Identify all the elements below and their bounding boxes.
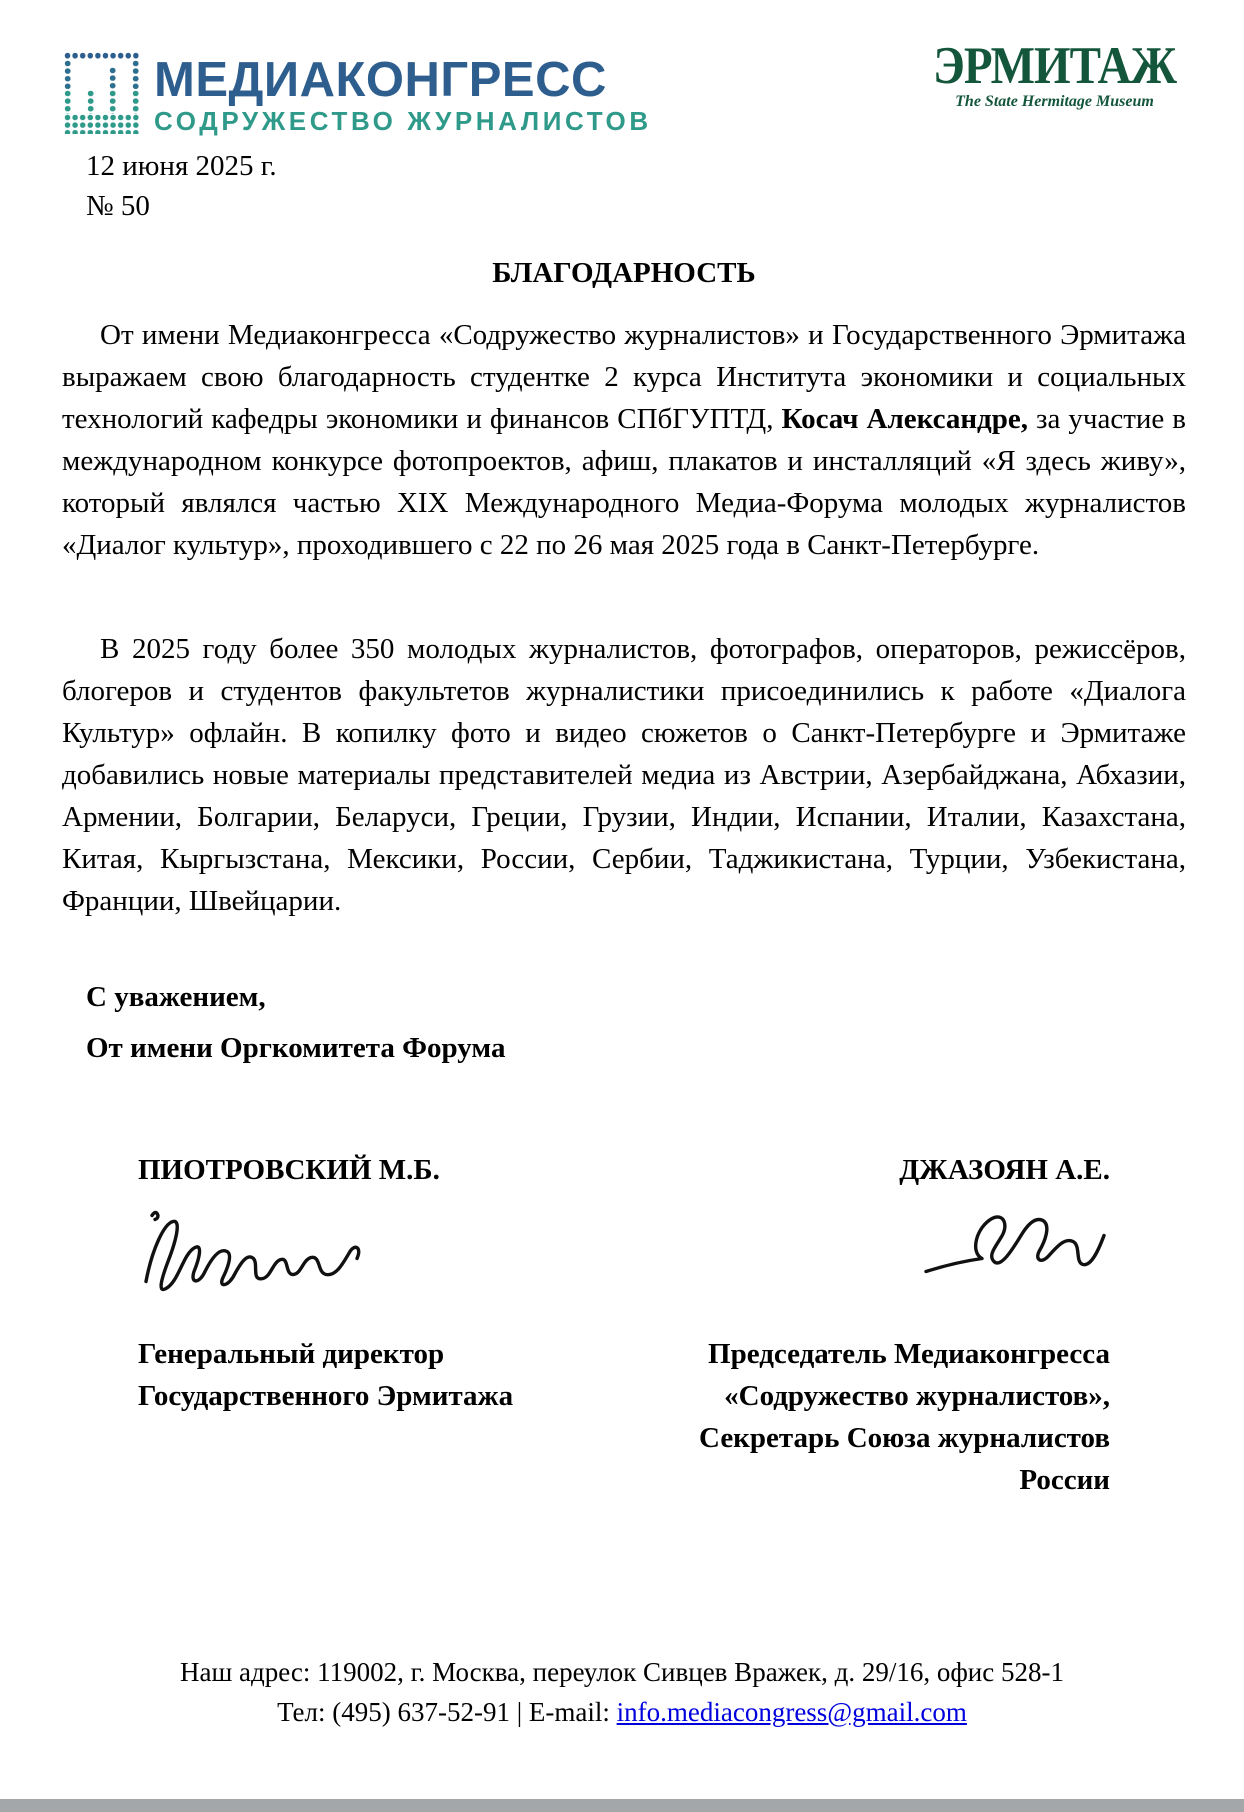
footer-email-link[interactable]: info.mediacongress@gmail.com xyxy=(616,1697,967,1727)
footer-phone: Тел: (495) 637-52-91 | E-mail: xyxy=(277,1697,617,1727)
closing-block xyxy=(62,976,1186,1069)
document-title: БЛАГОДАРНОСТЬ xyxy=(492,257,756,289)
mediacongress-logo-icon xyxy=(64,52,140,134)
paragraph-2: В 2025 году более 350 молодых журналистов, фотографов, операторов, режиссёров, блогеров и студентов факультетов журналистики присоединились к работе «Диалога Культур» офлайн. В копилку фото и видео сюжетов о Санкт-Петербурге и Эрмитаже добавились новые материалы представителей медиа из Австрии, Азербайджана, Абхазии, Армении, Болгарии, Беларуси, Греции, Грузии, Индии, Испании, Италии, Казахстана, Китая, Кыргызстана, Мексики, России, Сербии, Таджикистана, Турции, Узбекистана, Франции, Швейцарии. xyxy=(62,633,1186,917)
signatory-title-left xyxy=(138,1333,558,1501)
hermitage-logo xyxy=(932,36,1176,112)
footer-contacts xyxy=(0,1692,1244,1732)
letter-footer xyxy=(0,1652,1244,1732)
recipient-name: Косач Александре, xyxy=(781,403,1028,435)
mediacongress-title: МЕДИАКОНГРЕСС xyxy=(154,53,607,107)
paragraph-1 xyxy=(62,314,1186,566)
hermitage-title: ЭРМИТАЖ xyxy=(932,36,1176,96)
signatures-row xyxy=(138,1205,1110,1315)
signature-section xyxy=(62,1149,1186,1501)
footer-address: Наш адрес: 119002, г. Москва, переулок Сивцев Вражек, д. 29/16, офис 528-1 xyxy=(180,1657,1064,1687)
letter-meta xyxy=(62,146,1186,226)
closing-on-behalf: От имени Оргкомитета Форума xyxy=(86,1032,506,1064)
signature-right-image xyxy=(920,1205,1110,1290)
viewer-bottom-bar xyxy=(0,1799,1244,1812)
paragraph-1-continuation: за участие в международном конкурсе фотопроектов, афиш, плакатов и инсталляций «Я здесь живу», который являлся частью XIX Международного Медиа-Форума молодых журналистов «Диалог культур», проходившего с 22 по 26 мая 2025 года в Санкт-Петербурге. xyxy=(62,403,1186,561)
signatory-titles xyxy=(138,1333,1110,1501)
signatory-names xyxy=(138,1149,1110,1191)
letterhead xyxy=(62,36,1186,142)
hermitage-subtitle: The State Hermitage Museum xyxy=(955,93,1154,110)
letter-body xyxy=(62,146,1186,1501)
paragraph-1-text: От имени Медиаконгресса «Содружество журналистов» и Государственного Эрмитажа выражаем свою благодарность студентке 2 курса Института экономики и социальных технологий кафедры экономики и финансов СПбГУПТД, xyxy=(62,319,1186,435)
letter-number: № 50 xyxy=(86,190,150,222)
signatory-name-right: ДЖАЗОЯН А.Е. xyxy=(899,1154,1110,1186)
mediacongress-subtitle: СОДРУЖЕСТВО ЖУРНАЛИСТОВ xyxy=(154,106,652,136)
signatory-title-left-line1: Генеральный директор xyxy=(138,1338,445,1370)
mediacongress-wordmark xyxy=(154,52,652,136)
closing-regards: С уважением, xyxy=(86,981,266,1013)
signatory-title-right xyxy=(630,1333,1110,1501)
signatory-title-right-line2: Секретарь Союза журналистов России xyxy=(699,1422,1110,1496)
letter-date: 12 июня 2025 г. xyxy=(86,150,277,182)
signatory-title-right-line1: Председатель Медиаконгресса «Содружество журналистов», xyxy=(708,1338,1110,1412)
signature-left-image xyxy=(138,1205,368,1310)
mediacongress-logo xyxy=(64,52,652,136)
signatory-name-left: ПИОТРОВСКИЙ М.Б. xyxy=(138,1154,440,1186)
signatory-title-left-line2: Государственного Эрмитажа xyxy=(138,1380,514,1412)
